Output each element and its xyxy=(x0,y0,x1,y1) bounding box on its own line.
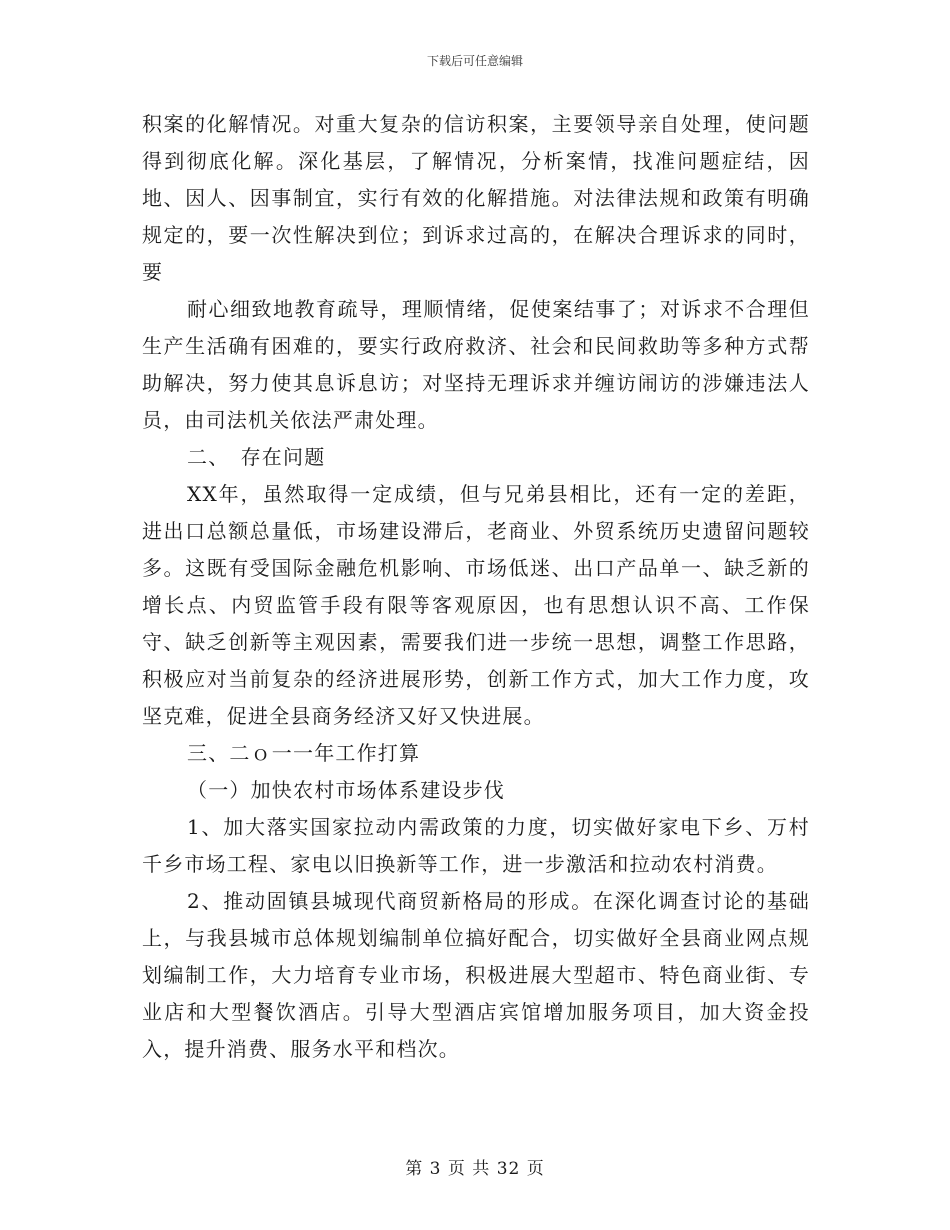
paragraph-item-2: 2、推动固镇县城现代商贸新格局的形成。在深化调查讨论的基础上，与我县城市总体规划编制单位搞好配合，切实做好全县商业网点规划编制工作，大力培育专业市场，积极进展大型超市、特色商业街、专业店和大型餐饮酒店。引导大型酒店宾馆增加服务项目，加大资金投入，提升消费、服务水平和档次。 xyxy=(142,889,810,1061)
paragraph-continuation-2: 耐心细致地教育疏导，理顺情绪，促使案结事了；对诉求不合理但生产生活确有困难的，要实行政府救济、社会和民间救助等多种方式帮助解决，努力使其息诉息访；对坚持无理诉求并缠访闹访的涉嫌违法人员，由司法机关依法严肃处理。 xyxy=(142,297,810,432)
subsection-heading-rural-market: （一）加快农村市场体系建设步伐 xyxy=(187,778,505,802)
paragraph-item-1: 1、加大落实国家拉动内需政策的力度，切实做好家电下乡、万村千乡市场工程、家电以旧换新等工作，进一步激活和拉动农村消费。 xyxy=(142,815,810,876)
paragraph-problems: XX年，虽然取得一定成绩，但与兄弟县相比，还有一定的差距，进出口总额总量低，市场建设滞后，老商业、外贸系统历史遗留问题较多。这既有受国际金融危机影响、市场低迷、出口产品单一、缺乏新的增长点、内贸监管手段有限等客观原因，也有思想认识不高、工作保守、缺乏创新等主观因素，需要我们进一步统一思想，调整工作思路，积极应对当前复杂的经济进展形势，创新工作方式，加大工作力度，攻坚克难，促进全县商务经济又好又快进展。 xyxy=(142,482,810,728)
document-body xyxy=(142,106,810,1068)
page-footer: 第 3 页 共 32 页 xyxy=(405,1159,545,1179)
paragraph-continuation-1: 积案的化解情况。对重大复杂的信访积案，主要领导亲自处理，使问题得到彻底化解。深化基层，了解情况，分析案情，找准问题症结，因地、因人、因事制宜，实行有效的化解措施。对法律法规和政策有明确规定的，要一次性解决到位；到诉求过高的，在解决合理诉求的同时，要 xyxy=(142,112,810,284)
section-heading-problems: 二、 存在问题 xyxy=(187,445,326,469)
section-heading-plan: 三、二ｏ一一年工作打算 xyxy=(187,741,421,765)
header-note: 下载后可任意编辑 xyxy=(426,54,523,68)
